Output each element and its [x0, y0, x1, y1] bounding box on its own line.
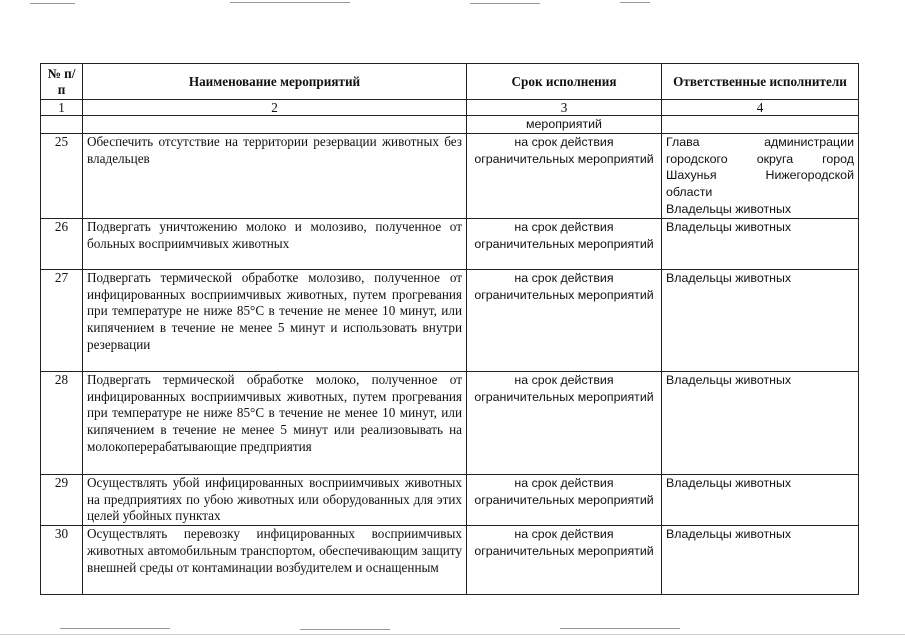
- table-row: [41, 133, 859, 218]
- table-row: [41, 269, 859, 371]
- row-number: 29: [41, 474, 83, 525]
- term-cell: мероприятий: [467, 116, 662, 134]
- responsible-cell: [662, 371, 859, 474]
- measure-name: Подвергать термической обработке молозиво, полученное от инфицированных восприимчивых животных, путем прогревания при температуре не ниже 85°С в течение не менее 10 минут, или кипячением в течение не менее 5 минут и использовать внутри резервации: [83, 269, 467, 371]
- table-cell: [41, 116, 83, 134]
- row-number: 30: [41, 526, 83, 595]
- responsible-line: Глава администрации городского округа город Шахунья Нижегородской: [666, 134, 854, 183]
- measures-table: [40, 63, 859, 595]
- responsible-cell: [662, 218, 859, 269]
- scan-artifact: [470, 3, 540, 4]
- term-cell: на срок действия ограничительных мероприятий: [467, 474, 662, 525]
- continuation-row: [41, 116, 859, 134]
- table-row: [41, 474, 859, 525]
- scan-artifact: [620, 2, 650, 3]
- table-cell: [83, 116, 467, 134]
- measure-name: Подвергать термической обработке молоко, полученное от инфицированных восприимчивых животных, путем прогревания при температуре не ниже 85°С в течение не менее 10 минут, или кипячением в течение не менее 5 минут или реализовывать на молокоперерабатывающие предприятия: [83, 371, 467, 474]
- responsible-line: области: [666, 185, 713, 200]
- responsible-line: Владельцы животных: [666, 201, 792, 216]
- term-cell: на срок действия ограничительных мероприятий: [467, 133, 662, 218]
- column-number: 3: [467, 100, 662, 116]
- scan-artifact: [560, 628, 680, 629]
- term-cell: на срок действия ограничительных мероприятий: [467, 269, 662, 371]
- column-number: 4: [662, 100, 859, 116]
- scan-artifact: [300, 629, 390, 630]
- measure-name: Осуществлять убой инфицированных восприимчивых животных на предприятиях по убою животных или оборудованных для этих целей убойных пунктах: [83, 474, 467, 525]
- table-row: [41, 371, 859, 474]
- header-responsible: Ответственные исполнители: [662, 64, 859, 100]
- responsible-line: Владельцы животных: [666, 270, 792, 285]
- table-row: [41, 526, 859, 595]
- table-row: [41, 218, 859, 269]
- responsible-cell: [662, 526, 859, 595]
- scan-artifact: [60, 628, 170, 629]
- table-cell: [662, 116, 859, 134]
- responsible-line: Владельцы животных: [666, 475, 792, 490]
- responsible-cell: [662, 133, 859, 218]
- column-number-row: [41, 100, 859, 116]
- responsible-line: Владельцы животных: [666, 219, 792, 234]
- scan-artifact: [230, 2, 350, 3]
- header-term: Срок исполнения: [467, 64, 662, 100]
- column-number: 2: [83, 100, 467, 116]
- scan-artifact: [30, 3, 75, 4]
- row-number: 27: [41, 269, 83, 371]
- term-cell: на срок действия ограничительных мероприятий: [467, 526, 662, 595]
- row-number: 25: [41, 133, 83, 218]
- measure-name-text: Осуществлять перевозку инфицированных восприимчивых животных автомобильным транспортом, обеспечивающим защиту внешней среды от контаминации возбудителем и оснащенным: [87, 526, 462, 575]
- column-number: 1: [41, 100, 83, 116]
- responsible-cell: [662, 269, 859, 371]
- row-number: 28: [41, 371, 83, 474]
- header-name: Наименование мероприятий: [83, 64, 467, 100]
- scan-artifact: [0, 634, 905, 635]
- measure-name: [83, 526, 467, 595]
- measure-name: Подвергать уничтожению молоко и молозиво, полученное от больных восприимчивых животных: [83, 218, 467, 269]
- responsible-cell: [662, 474, 859, 525]
- header-row: [41, 64, 859, 100]
- term-cell: на срок действия ограничительных мероприятий: [467, 371, 662, 474]
- responsible-line: Владельцы животных: [666, 527, 792, 542]
- responsible-line: Владельцы животных: [666, 372, 792, 387]
- header-num: № п/п: [41, 64, 83, 100]
- row-number: 26: [41, 218, 83, 269]
- measure-name: Обеспечить отсутствие на территории резервации животных без владельцев: [83, 133, 467, 218]
- term-cell: на срок действия ограничительных мероприятий: [467, 218, 662, 269]
